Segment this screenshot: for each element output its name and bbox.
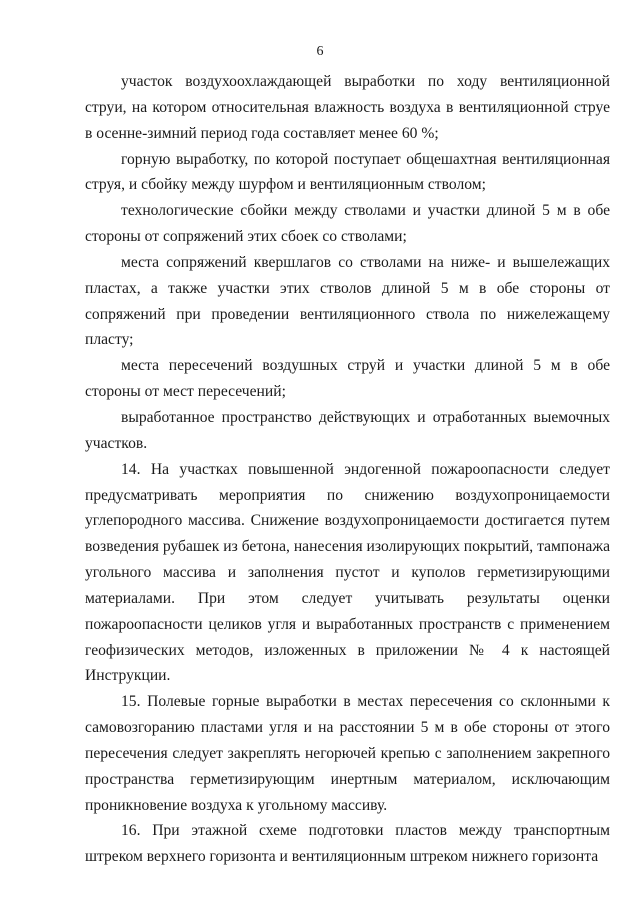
paragraph-15: 15. Полевые горные выработки в местах пересечения со склонными к самовозгоранию пластами угля и на расстоянии 5 м в обе стороны от этого пересечения следует закреплять негорючей крепью с заполнением закрепного пространства герметизирующим инертным материалом, исключающим проникновение воздуха к угольному массиву. [85, 693, 610, 814]
paragraph-6: выработанное пространство действующих и отработанных выемочных участков. [85, 408, 610, 452]
page-number: 6 [316, 44, 324, 59]
paragraph-16: 16. При этажной схеме подготовки пластов между транспортным штреком верхнего горизонта и вентиляционным штреком нижнего горизонта [85, 822, 610, 866]
paragraph-4: места сопряжений квершлагов со стволами на ниже- и вышележащих пластах, а также участки этих стволов длиной 5 м в обе стороны от сопряжений при проведении вентиляционного ствола по нижележащему пласту; [85, 253, 610, 349]
paragraph-2: горную выработку, по которой поступает общешахтная вентиляционная струя, и сбойку между шурфом и вентиляционным стволом; [85, 150, 610, 194]
paragraph-1: участок воздухоохлаждающей выработки по ходу вентиляционной струи, на котором относительная влажность воздуха в вентиляционной струе в осенне-зимний период года составляет менее 60 %; [85, 73, 610, 142]
paragraph-14: 14. На участках повышенной эндогенной пожароопасности следует предусматривать мероприятия по снижению воздухопроницаемости углепородного массива. Снижение воздухопроницаемости достигается путем возведения рубашек из бетона, нанесения изолирующих покрытий, тампонажа угольного массива и заполнения пустот и куполов герметизирующими материалами. При этом следует учитывать результаты оценки пожароопасности целиков угля и выработанных пространств с применением геофизических методов, изложенных в приложении № 4 к настоящей Инструкции. [85, 460, 610, 685]
paragraph-5: места пересечений воздушных струй и участки длиной 5 м в обе стороны от мест пересечений; [85, 357, 610, 401]
document-body [85, 69, 610, 870]
paragraph-3: технологические сбойки между стволами и участки длиной 5 м в обе стороны от сопряжений этих сбоек со стволами; [85, 202, 610, 246]
